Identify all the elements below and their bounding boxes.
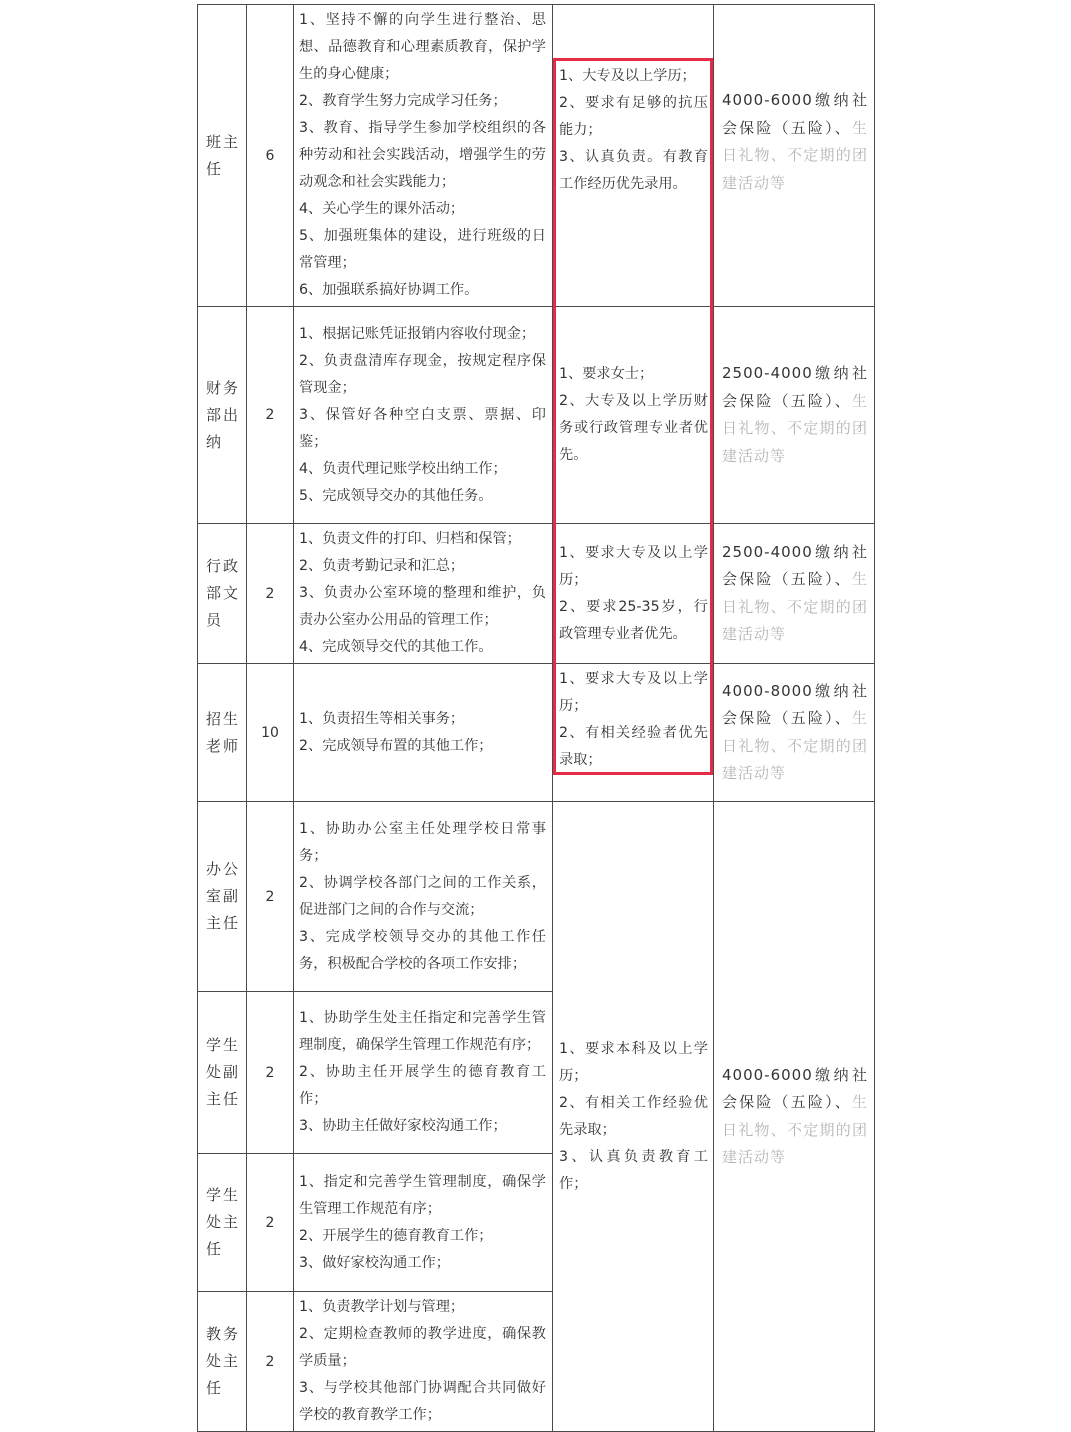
shared-salary-benefits: 4000-6000缴纳社会保险（五险）、生日礼物、不定期的团建活动等	[714, 802, 875, 1432]
headcount: 6	[247, 5, 294, 307]
job-title: 班主 任	[198, 5, 247, 307]
table-row	[198, 524, 875, 664]
salary-benefits: 4000-8000缴纳社会保险（五险）、生日礼物、不定期的团建活动等	[714, 664, 875, 802]
table-row	[198, 802, 875, 992]
duties: 1、协助办公室主任处理学校日常事务； 2、协调学校各部门之间的工作关系，促进部门之间的合作与交流； 3、完成学校领导交办的其他工作任务，积极配合学校的各项工作安排；	[294, 802, 553, 992]
requirements: 1、要求大专及以上学历； 2、有相关经验者优先录取；	[553, 664, 714, 802]
salary-benefits: 4000-6000缴纳社会保险（五险）、生日礼物、不定期的团建活动等	[714, 5, 875, 307]
job-title: 招生 老师	[198, 664, 247, 802]
table-row	[198, 5, 875, 307]
salary-benefits: 2500-4000缴纳社会保险（五险）、生日礼物、不定期的团建活动等	[714, 524, 875, 664]
headcount: 2	[247, 524, 294, 664]
table-row	[198, 664, 875, 802]
job-title: 行政 部文 员	[198, 524, 247, 664]
duties: 1、根据记账凭证报销内容收付现金； 2、负责盘清库存现金，按规定程序保管现金； 3、保管好各种空白支票、票据、印鉴； 4、负责代理记账学校出纳工作； 5、完成领导交办的其他任务。	[294, 307, 553, 524]
job-title: 办公 室副 主任	[198, 802, 247, 992]
duties: 1、负责文件的打印、归档和保管； 2、负责考勤记录和汇总； 3、负责办公室环境的整理和维护，负责办公室办公用品的管理工作； 4、完成领导交代的其他工作。	[294, 524, 553, 664]
job-title: 学生 处主 任	[198, 1154, 247, 1292]
table-row	[198, 307, 875, 524]
job-table	[197, 4, 875, 1432]
headcount: 2	[247, 1154, 294, 1292]
duties: 1、负责教学计划与管理； 2、定期检查教师的教学进度，确保教学质量； 3、与学校其他部门协调配合共同做好学校的教育教学工作；	[294, 1292, 553, 1432]
headcount: 2	[247, 802, 294, 992]
headcount: 2	[247, 1292, 294, 1432]
job-title: 教务 处主 任	[198, 1292, 247, 1432]
requirements: 1、要求大专及以上学历； 2、要求25-35岁，行政管理专业者优先。	[553, 524, 714, 664]
shared-requirements: 1、要求本科及以上学历； 2、有相关工作经验优先录取； 3、认真负责教育工作；	[553, 802, 714, 1432]
duties: 1、负责招生等相关事务； 2、完成领导布置的其他工作；	[294, 664, 553, 802]
salary-benefits: 2500-4000缴纳社会保险（五险）、生日礼物、不定期的团建活动等	[714, 307, 875, 524]
job-title: 学生 处副 主任	[198, 992, 247, 1154]
headcount: 10	[247, 664, 294, 802]
duties: 1、指定和完善学生管理制度，确保学生管理工作规范有序； 2、开展学生的德育教育工作； 3、做好家校沟通工作；	[294, 1154, 553, 1292]
headcount: 2	[247, 307, 294, 524]
requirements: 1、大专及以上学历； 2、要求有足够的抗压能力； 3、认真负责。有教育工作经历优先录用。	[553, 5, 714, 307]
duties: 1、协助学生处主任指定和完善学生管理制度，确保学生管理工作规范有序； 2、协助主任开展学生的德育教育工作； 3、协助主任做好家校沟通工作；	[294, 992, 553, 1154]
job-title: 财务 部出 纳	[198, 307, 247, 524]
duties: 1、坚持不懈的向学生进行整治、思想、品德教育和心理素质教育，保护学生的身心健康； 2、教育学生努力完成学习任务； 3、教育、指导学生参加学校组织的各种劳动和社会实践活动，增强学生的劳动观念和社会实践能力； 4、关心学生的课外活动； 5、加强班集体的建设，进行班级的日常管理； 6、加强联系搞好协调工作。	[294, 5, 553, 307]
requirements: 1、要求女士； 2、大专及以上学历财务或行政管理专业者优先。	[553, 307, 714, 524]
headcount: 2	[247, 992, 294, 1154]
